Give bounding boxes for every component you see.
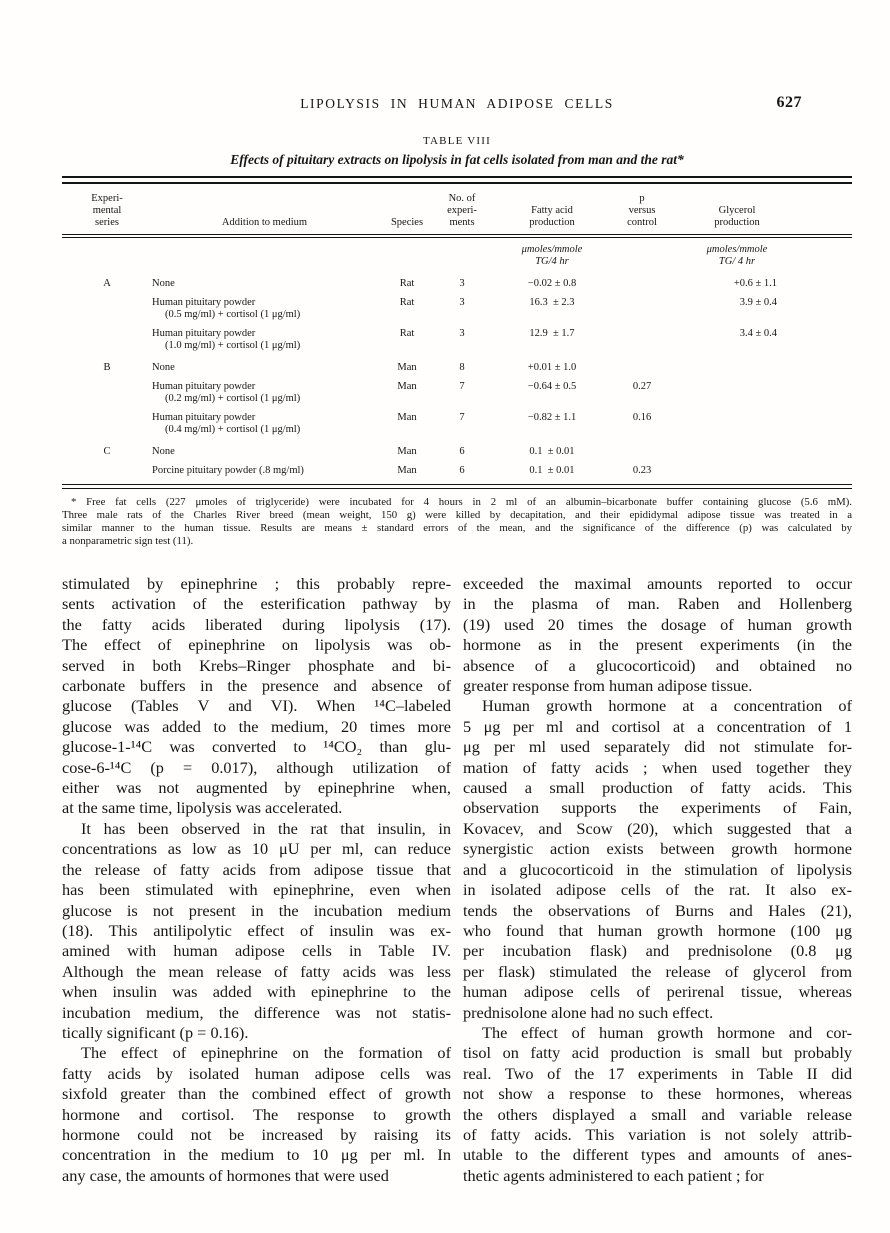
cell-experiment-count: 6 bbox=[459, 446, 465, 457]
column-header-filler bbox=[807, 220, 852, 229]
cell-p-versus-control: 0.16 bbox=[632, 412, 652, 423]
cell-experiment-count: 7 bbox=[459, 381, 465, 392]
column-header-fatty bbox=[487, 196, 617, 229]
table-header-rule bbox=[62, 234, 852, 238]
addition-line: None bbox=[152, 362, 175, 373]
text-line: tisol on fatty acid production is small but probably bbox=[463, 1043, 852, 1063]
table-row bbox=[62, 446, 852, 458]
table-row bbox=[62, 362, 852, 374]
cell-species: Rat bbox=[399, 278, 415, 289]
cell-experiment-count: 7 bbox=[459, 412, 465, 423]
addition-line: (0.2 mg/ml) + cortisol (1 μg/ml) bbox=[165, 393, 301, 404]
cell-filler bbox=[807, 465, 852, 477]
text-line: utable to the different types and amounts of anes- bbox=[463, 1145, 852, 1165]
column-header-line: Glycerol bbox=[718, 205, 756, 216]
cell-series bbox=[62, 465, 152, 477]
addition-line: (1.0 mg/ml) + cortisol (1 μg/ml) bbox=[165, 340, 301, 351]
cell-fatty-acid-production: −0.64 ± 0.5 bbox=[527, 381, 577, 392]
text-line: cose-6-¹⁴C (p = 0.017), although utilization of bbox=[62, 757, 451, 777]
cell-fatty-acid-production: 12.9 ± 1.7 bbox=[529, 328, 575, 339]
text-line: human adipose cells of perirenal tissue, whereas bbox=[463, 982, 852, 1002]
results-table bbox=[62, 176, 852, 489]
cell-glycerol-production: +0.6 ± 1.1 bbox=[733, 278, 777, 289]
cell-series: B bbox=[103, 362, 111, 373]
table-row bbox=[62, 412, 852, 436]
addition-line: (0.5 mg/ml) + cortisol (1 μg/ml) bbox=[165, 309, 301, 320]
text-line: in the plasma of man. Raben and Hollenberg bbox=[463, 594, 852, 614]
text-line: the release of fatty acids from adipose tissue that bbox=[62, 859, 451, 879]
cell-series bbox=[62, 381, 152, 405]
addition-line: None bbox=[152, 278, 175, 289]
text-line: per flask) stimulated the release of glycerol from bbox=[463, 961, 852, 981]
text-line: sixfold greater than the combined effect of growth bbox=[62, 1084, 451, 1104]
text-line: glucose-1-¹⁴C was converted to ¹⁴CO₂ than glu- bbox=[62, 737, 451, 757]
cell-addition bbox=[152, 362, 377, 374]
text-line: per incubation flask) and prednisolone (0.8 μg bbox=[463, 941, 852, 961]
text-line: It has been observed in the rat that insulin, in bbox=[81, 818, 451, 838]
cell-filler bbox=[807, 446, 852, 458]
column-header-glycerol bbox=[667, 196, 807, 229]
cell-glycerol-production bbox=[667, 381, 807, 405]
text-line: the fatty acids liberated during lipolysis (17). bbox=[62, 614, 451, 634]
cell-glycerol-production: 3.4 ± 0.4 bbox=[739, 328, 777, 339]
cell-species: Man bbox=[397, 412, 417, 423]
cell-glycerol-production: 3.9 ± 0.4 bbox=[739, 297, 777, 308]
text-line: served in both Krebs–Ringer phosphate and bi- bbox=[62, 655, 451, 675]
cell-p-versus-control bbox=[617, 297, 667, 321]
text-line: has been stimulated with epinephrine, even when bbox=[62, 880, 451, 900]
column-header-line: Experi- bbox=[91, 193, 123, 204]
units-line: TG/4 hr bbox=[535, 256, 569, 267]
cell-series bbox=[62, 412, 152, 436]
cell-fatty-acid-production: 0.1 ± 0.01 bbox=[529, 446, 575, 457]
column-header-line: Fatty acid bbox=[531, 205, 573, 216]
cell-addition bbox=[152, 278, 377, 290]
cell-addition bbox=[152, 412, 377, 436]
addition-line: None bbox=[152, 446, 175, 457]
table-footnote bbox=[62, 496, 852, 548]
text-line: glucose is not present in the incubation medium bbox=[62, 900, 451, 920]
text-line: exceeded the maximal amounts reported to occur bbox=[463, 574, 852, 593]
cell-series: C bbox=[103, 446, 111, 457]
text-line: concentrations as low as 10 μU per ml, can reduce bbox=[62, 839, 451, 859]
column-header-p bbox=[617, 184, 667, 229]
column-header-series bbox=[62, 184, 152, 229]
units-spacer bbox=[807, 244, 852, 268]
cell-series: A bbox=[103, 278, 111, 289]
cell-filler bbox=[807, 412, 852, 436]
paragraph bbox=[62, 574, 451, 819]
units-spacer bbox=[617, 244, 667, 268]
cell-p-versus-control bbox=[617, 328, 667, 352]
text-line: fatty acids by isolated human adipose cells was bbox=[62, 1063, 451, 1083]
text-line: μg per ml used separately did not stimulate for- bbox=[463, 737, 852, 757]
text-line: thetic agents administered to each patient ; for bbox=[463, 1165, 764, 1185]
text-line: any case, the amounts of hormones that were used bbox=[62, 1165, 389, 1185]
cell-species: Man bbox=[397, 465, 417, 476]
text-line: real. Two of the 17 experiments in Table II did bbox=[463, 1063, 852, 1083]
cell-addition bbox=[152, 381, 377, 405]
addition-line: Human pituitary powder bbox=[152, 328, 256, 339]
text-line: tends the observations of Burns and Hales (21), bbox=[463, 900, 852, 920]
footnote-line: * Free fat cells (227 μmoles of triglyceride) were incubated for 4 hours in 2 ml of an albumin–bicarbonate buffer containing glucose (5.6 mM). bbox=[71, 496, 852, 508]
table-row bbox=[62, 381, 852, 405]
text-line: observation supports the experiments of Fain, bbox=[463, 798, 852, 818]
units-spacer bbox=[377, 244, 437, 268]
table-units-row bbox=[62, 244, 852, 268]
column-header-line: ments bbox=[449, 217, 475, 228]
cell-filler bbox=[807, 297, 852, 321]
text-line: amined with human adipose cells in Table IV. bbox=[62, 941, 451, 961]
cell-fatty-acid-production: 16.3 ± 2.3 bbox=[529, 297, 575, 308]
column-header-species bbox=[377, 208, 437, 229]
table-row bbox=[62, 328, 852, 352]
table-top-rule bbox=[62, 176, 852, 184]
cell-glycerol-production bbox=[667, 362, 807, 374]
table-row bbox=[62, 297, 852, 321]
cell-glycerol-production bbox=[667, 446, 807, 458]
text-line: (19) used 20 times the dosage of human growth bbox=[463, 614, 852, 634]
cell-experiment-count: 8 bbox=[459, 362, 465, 373]
units-glycerol bbox=[667, 244, 807, 268]
addition-line: Human pituitary powder bbox=[152, 381, 256, 392]
text-line: The effect of epinephrine on lipolysis was ob- bbox=[62, 635, 451, 655]
footnote-line: similar manner to the human tissue. Results are means ± standard errors of the mean, and the significance of the difference (p) was calculated by bbox=[62, 522, 852, 534]
cell-experiment-count: 3 bbox=[459, 278, 465, 289]
cell-species: Man bbox=[397, 362, 417, 373]
cell-p-versus-control bbox=[617, 278, 667, 290]
text-line: concentration in the medium to 10 μg per ml. In bbox=[62, 1145, 451, 1165]
text-line: hormone as in the present experiments (in the bbox=[463, 635, 852, 655]
text-line: and a glucocorticoid in the stimulation of lipolysis bbox=[463, 859, 852, 879]
table-bottom-rule bbox=[62, 484, 852, 489]
page-number: 627 bbox=[776, 94, 802, 111]
table-header-row bbox=[62, 184, 852, 229]
text-line: (18). This antilipolytic effect of insulin was ex- bbox=[62, 920, 451, 940]
units-spacer bbox=[62, 244, 152, 268]
column-header-line: versus bbox=[628, 205, 656, 216]
text-line: not show a response to these hormones, whereas bbox=[463, 1084, 852, 1104]
addition-line: Human pituitary powder bbox=[152, 412, 256, 423]
text-line: Kovacev, and Scow (20), which suggested that a bbox=[463, 818, 852, 838]
text-column-right bbox=[463, 574, 852, 1186]
running-head: LIPOLYSIS IN HUMAN ADIPOSE CELLS bbox=[300, 96, 614, 111]
cell-addition bbox=[152, 328, 377, 352]
table-caption: Effects of pituitary extracts on lipolysis in fat cells isolated from man and the rat* bbox=[230, 152, 684, 167]
cell-species: Rat bbox=[399, 297, 415, 308]
text-line: tically significant (p = 0.16). bbox=[62, 1022, 249, 1042]
table-row bbox=[62, 465, 852, 477]
paragraph bbox=[62, 1043, 451, 1186]
cell-species: Man bbox=[397, 381, 417, 392]
cell-glycerol-production bbox=[667, 465, 807, 477]
column-header-line: production bbox=[529, 217, 575, 228]
cell-p-versus-control: 0.23 bbox=[632, 465, 652, 476]
cell-series bbox=[62, 297, 152, 321]
cell-series bbox=[62, 328, 152, 352]
text-line: who found that human growth hormone (100 μg bbox=[463, 920, 852, 940]
cell-filler bbox=[807, 328, 852, 352]
footnote-line: Three male rats of the Charles River breed (mean weight, 150 g) were killed by decapitation, and their epididymal adipose tissue was treated in a bbox=[62, 509, 852, 521]
text-line: at the same time, lipolysis was accelerated. bbox=[62, 798, 343, 818]
column-header-n bbox=[437, 184, 487, 229]
table-row bbox=[62, 278, 852, 290]
paragraph bbox=[463, 1023, 852, 1186]
column-header-line: experi- bbox=[447, 205, 477, 216]
page-header bbox=[62, 96, 852, 114]
cell-p-versus-control bbox=[617, 446, 667, 458]
units-fatty-acid bbox=[487, 244, 617, 268]
cell-fatty-acid-production: −0.82 ± 1.1 bbox=[527, 412, 577, 423]
cell-fatty-acid-production: −0.02 ± 0.8 bbox=[527, 278, 577, 289]
units-line: μmoles/mmole bbox=[706, 244, 768, 255]
text-line: The effect of human growth hormone and cor- bbox=[482, 1022, 852, 1042]
column-header-line: control bbox=[627, 217, 657, 228]
text-line: mation of fatty acids ; when used together they bbox=[463, 757, 852, 777]
addition-line: Human pituitary powder bbox=[152, 297, 256, 308]
text-line: hormone and cortisol. The response to growth bbox=[62, 1104, 451, 1124]
cell-experiment-count: 6 bbox=[459, 465, 465, 476]
text-line: either was not augmented by epinephrine when, bbox=[62, 778, 451, 798]
paragraph bbox=[463, 574, 852, 696]
cell-p-versus-control bbox=[617, 362, 667, 374]
cell-filler bbox=[807, 278, 852, 290]
cell-addition bbox=[152, 465, 377, 477]
column-header-line: Addition to medium bbox=[221, 217, 308, 228]
text-line: glucose (Tables V and VI). When ¹⁴C–labeled bbox=[62, 696, 451, 716]
cell-fatty-acid-production: 0.1 ± 0.01 bbox=[529, 465, 575, 476]
text-line: when insulin was added with epinephrine to the bbox=[62, 982, 451, 1002]
text-line: glucose was added to the medium, 20 times more bbox=[62, 716, 451, 736]
text-line: The effect of epinephrine on the formation of bbox=[81, 1043, 451, 1063]
units-spacer bbox=[437, 244, 487, 268]
text-line: synergistic action exists between growth hormone bbox=[463, 839, 852, 859]
text-line: absence of a glucocorticoid) and obtained no bbox=[463, 655, 852, 675]
text-line: 5 μg per ml and cortisol at a concentration of 1 bbox=[463, 716, 852, 736]
cell-species: Man bbox=[397, 446, 417, 457]
column-header-addition bbox=[152, 208, 377, 229]
text-line: Although the mean release of fatty acids was less bbox=[62, 961, 451, 981]
column-header-line: Species bbox=[390, 217, 424, 228]
table-body bbox=[62, 278, 852, 477]
column-header-line: series bbox=[95, 217, 119, 228]
paragraph bbox=[62, 819, 451, 1043]
text-line: prednisolone alone had no such effect. bbox=[463, 1002, 714, 1022]
paragraph bbox=[463, 696, 852, 1023]
cell-filler bbox=[807, 362, 852, 374]
text-column-left bbox=[62, 574, 451, 1186]
cell-experiment-count: 3 bbox=[459, 328, 465, 339]
addition-line: (0.4 mg/ml) + cortisol (1 μg/ml) bbox=[165, 424, 301, 435]
cell-species: Rat bbox=[399, 328, 415, 339]
text-line: incubation medium, the difference was not statis- bbox=[62, 1002, 451, 1022]
cell-addition bbox=[152, 297, 377, 321]
text-line: sents activation of the esterification pathway by bbox=[62, 594, 451, 614]
column-header-line: production bbox=[714, 217, 760, 228]
text-line: Human growth hormone at a concentration of bbox=[482, 696, 852, 716]
cell-experiment-count: 3 bbox=[459, 297, 465, 308]
cell-addition bbox=[152, 446, 377, 458]
units-spacer bbox=[152, 244, 377, 268]
cell-p-versus-control: 0.27 bbox=[632, 381, 652, 392]
text-line: greater response from human adipose tissue. bbox=[463, 676, 753, 696]
column-header-line: No. of bbox=[448, 193, 476, 204]
cell-glycerol-production bbox=[667, 412, 807, 436]
text-line: carbonate buffers in the presence and absence of bbox=[62, 676, 451, 696]
footnote-line: a nonparametric sign test (11). bbox=[62, 535, 194, 547]
body-text bbox=[62, 574, 852, 1186]
units-line: TG/ 4 hr bbox=[718, 256, 756, 267]
text-line: caused a small production of fatty acids. This bbox=[463, 778, 852, 798]
text-line: hormone could not be increased by raising its bbox=[62, 1124, 451, 1144]
text-line: the others displayed a small and variable release bbox=[463, 1104, 852, 1124]
cell-filler bbox=[807, 381, 852, 405]
column-header-line: mental bbox=[92, 205, 122, 216]
text-line: of fatty acids. This variation is not solely attrib- bbox=[463, 1124, 852, 1144]
table-label: TABLE VIII bbox=[422, 135, 492, 147]
addition-line: Porcine pituitary powder (.8 mg/ml) bbox=[152, 465, 304, 476]
text-line: in isolated adipose cells of the rat. It also ex- bbox=[463, 880, 852, 900]
column-header-line: p bbox=[639, 193, 645, 204]
units-line: μmoles/mmole bbox=[521, 244, 583, 255]
text-line: stimulated by epinephrine ; this probably repre- bbox=[62, 574, 451, 593]
page-content bbox=[62, 96, 852, 1186]
cell-fatty-acid-production: +0.01 ± 1.0 bbox=[527, 362, 577, 373]
